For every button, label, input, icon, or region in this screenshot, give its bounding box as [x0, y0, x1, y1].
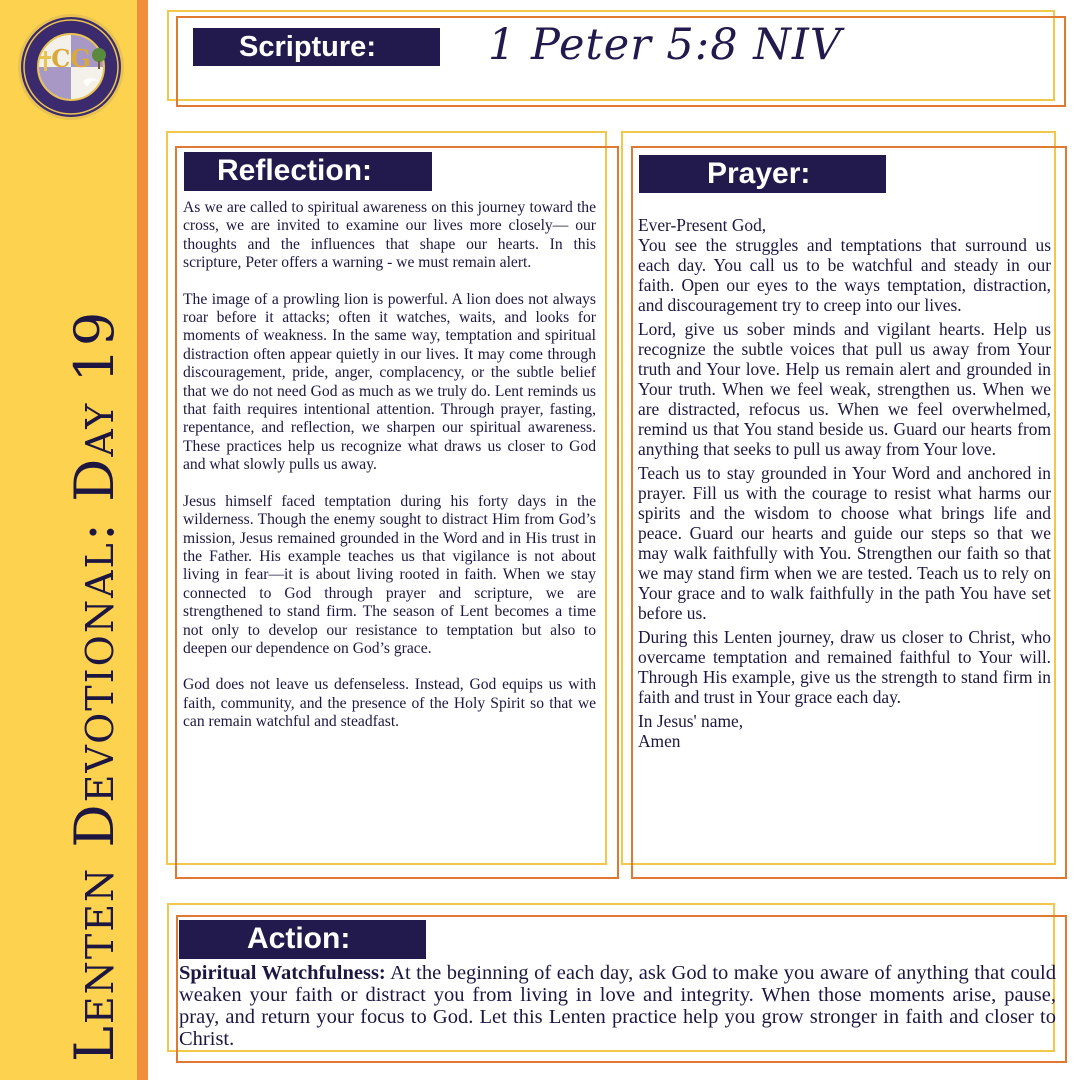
- logo-initials: CG: [51, 44, 91, 73]
- action-text: [179, 962, 1056, 1050]
- scripture-verse: 1 Peter 5:8 NIV: [488, 20, 842, 70]
- action-label: Action:: [179, 920, 426, 959]
- reflection-text: [183, 199, 596, 732]
- sidebar-stripe: [137, 0, 148, 1080]
- scripture-label: Scripture:: [193, 28, 440, 66]
- church-logo: [18, 14, 124, 120]
- reflection-paragraph: Jesus himself faced temptation during his forty days in the wilderness. Though the enemy sought to distract Him from God’s mission, Jesus remained grounded in the Word and in His trust in the Father. His example teaches us that vigilance is not about living in fear—it is about living rooted in faith. When we stay connected to God through prayer and scripture, we are strengthened to stand firm. The season of Lent becomes a time not only to develop our resistance to temptation but also to deepen our dependence on God’s grace.: [183, 492, 596, 657]
- prayer-paragraph: Ever-Present God, You see the struggles and temptations that surround us each day. You call us to be watchful and steady in our faith. Open our eyes to the ways temptation, distraction, and discouragement try to creep into our lives.: [638, 215, 1051, 315]
- reflection-label: Reflection:: [184, 152, 432, 191]
- reflection-paragraph: God does not leave us defenseless. Instead, God equips us with faith, community, and the presence of the Holy Spirit so that we can remain watchful and steadfast.: [183, 676, 596, 731]
- prayer-label: Prayer:: [639, 155, 886, 193]
- prayer-paragraph: Lord, give us sober minds and vigilant hearts. Help us recognize the subtle voices that pull us away from Your truth and Your love. Help us remain alert and grounded in Your truth. When we feel weak, strengthen us. When we are distracted, refocus us. When we feel overwhelmed, remind us that You stand beside us. Guard our hearts from anything that seeks to pull us away from Your love.: [638, 319, 1051, 459]
- devotional-title: Lenten Devotional: Day 19: [63, 309, 126, 1062]
- reflection-paragraph: As we are called to spiritual awareness on this journey toward the cross, we are invited to examine our lives more closely— our thoughts and the influences that shape our hearts. In this scripture, Peter offers a warning - we must remain alert.: [183, 199, 596, 272]
- prayer-text: [638, 215, 1051, 751]
- prayer-paragraph: Teach us to stay grounded in Your Word and anchored in prayer. Fill us with the courage to resist what harms our spirits and the wisdom to choose what brings life and peace. Guard our hearts and guide our steps so that we may walk faithfully with You. Strengthen our faith so that we may stand firm when we are tested. Teach us to rely on Your grace and to walk faithfully in the path You have set before us.: [638, 463, 1051, 623]
- logo-emblem-icon: [21, 17, 121, 117]
- action-heading: Spiritual Watchfulness:: [179, 962, 386, 984]
- prayer-paragraph: In Jesus' name, Amen: [638, 711, 744, 751]
- prayer-paragraph: During this Lenten journey, draw us closer to Christ, who overcame temptation and remained faithful to Your will. Through His example, give us the strength to stand firm in faith and trust in Your grace each day.: [638, 627, 1051, 707]
- reflection-paragraph: The image of a prowling lion is powerful. A lion does not always roar before it attacks; often it watches, waits, and looks for moments of weakness. In the same way, temptation and spiritual distraction often appear quietly in our lives. It may come through discouragement, pride, anger, complacency, or the subtle belief that we do not need God as much as we truly do. Lent reminds us that faith requires intentional attention. Through prayer, fasting, repentance, and reflection, we sharpen our spiritual awareness. These practices help us recognize what draws us closer to God and what slowly pulls us away.: [183, 290, 596, 474]
- action-description: At the beginning of each day, ask God to make you aware of anything that could weaken your faith or distract you from living in love and integrity. When those moments arise, pause, pray, and return your focus to God. Let this Lenten practice help you grow stronger in faith and closer to Christ.: [179, 962, 1057, 1050]
